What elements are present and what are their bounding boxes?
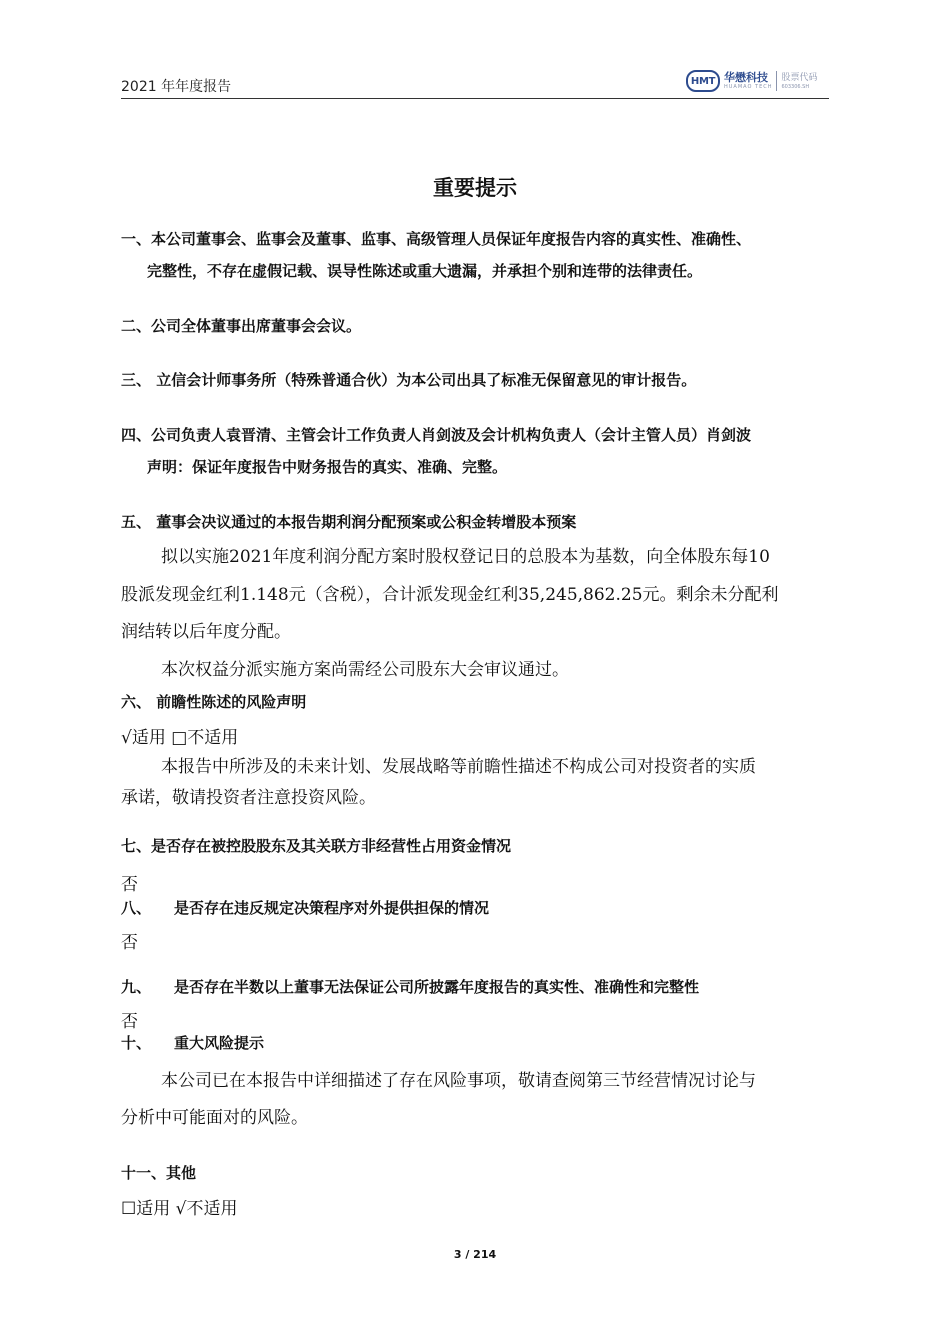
logo-divider (776, 71, 777, 91)
section-5-paragraph-line-3: 润结转以后年度分配。 (121, 622, 291, 642)
section-4-line-2: 声明：保证年度报告中财务报告的真实、准确、完整。 (147, 458, 508, 476)
section-9-answer: 否 (121, 1012, 138, 1032)
section-8-number: 八、 (121, 899, 152, 917)
page-title: 重要提示 (433, 176, 517, 200)
section-5-paragraph-2: 本次权益分派实施方案尚需经公司股东大会审议通过。 (161, 660, 569, 680)
section-5-paragraph-line-2: 股派发现金红利1.148元（含税），合计派发现金红利35,245,862.25元。剩余未分配利 (121, 585, 779, 605)
logo-stock-code: 603306.SH (781, 83, 810, 90)
section-4-line-1: 四、公司负责人袁晋清、主管会计工作负责人肖剑波及会计机构负责人（会计主管人员）肖剑波 (121, 426, 752, 444)
logo-company-name: 华懋科技 (724, 71, 768, 84)
section-10-heading: 重大风险提示 (174, 1034, 265, 1052)
logo-stock-code-label: 股票代码 (781, 72, 818, 83)
report-header-title: 2021 年年度报告 (121, 79, 232, 95)
section-1-line-2: 完整性，不存在虚假记载、误导性陈述或重大遗漏，并承担个别和连带的法律责任。 (147, 262, 703, 280)
section-8-heading: 是否存在违反规定决策程序对外提供担保的情况 (174, 899, 490, 917)
section-11-heading: 十一、其他 (121, 1164, 197, 1182)
header-divider (121, 98, 829, 99)
section-5-heading: 五、 董事会决议通过的本报告期利润分配预案或公积金转增股本预案 (121, 513, 577, 531)
section-2: 二、公司全体董事出席董事会会议。 (121, 317, 362, 335)
section-9-heading: 是否存在半数以上董事无法保证公司所披露年度报告的真实性、准确性和完整性 (174, 978, 700, 996)
logo-badge: HMT (686, 70, 720, 92)
section-9-number: 九、 (121, 978, 152, 996)
section-10-paragraph-line-2: 分析中可能面对的风险。 (121, 1108, 308, 1128)
section-1-line-1: 一、本公司董事会、监事会及董事、监事、高级管理人员保证年度报告内容的真实性、准确性、 (121, 230, 752, 248)
section-3: 三、 立信会计师事务所（特殊普通合伙）为本公司出具了标准无保留意见的审计报告。 (121, 371, 697, 389)
section-7-answer: 否 (121, 875, 138, 895)
section-10-paragraph-line-1: 本公司已在本报告中详细描述了存在风险事项，敬请查阅第三节经营情况讨论与 (161, 1071, 756, 1091)
page-number: 3 / 214 (453, 1248, 497, 1261)
section-6-option: √适用 □不适用 (121, 728, 239, 748)
section-6-heading: 六、 前瞻性陈述的风险声明 (121, 693, 307, 711)
section-6-paragraph-line-2: 承诺，敬请投资者注意投资风险。 (121, 788, 376, 808)
company-logo (686, 68, 818, 94)
logo-company-name-en: HUAMAO TECH (724, 84, 773, 90)
section-8-answer: 否 (121, 933, 138, 953)
section-7-heading: 七、是否存在被控股股东及其关联方非经营性占用资金情况 (121, 837, 512, 855)
section-10-number: 十、 (121, 1034, 152, 1052)
section-6-paragraph-line-1: 本报告中所涉及的未来计划、发展战略等前瞻性描述不构成公司对投资者的实质 (161, 757, 756, 777)
section-5-paragraph-line-1: 拟以实施2021年度利润分配方案时股权登记日的总股本为基数，向全体股东每10 (161, 547, 770, 567)
section-11-option: ☐适用 √不适用 (121, 1199, 238, 1219)
